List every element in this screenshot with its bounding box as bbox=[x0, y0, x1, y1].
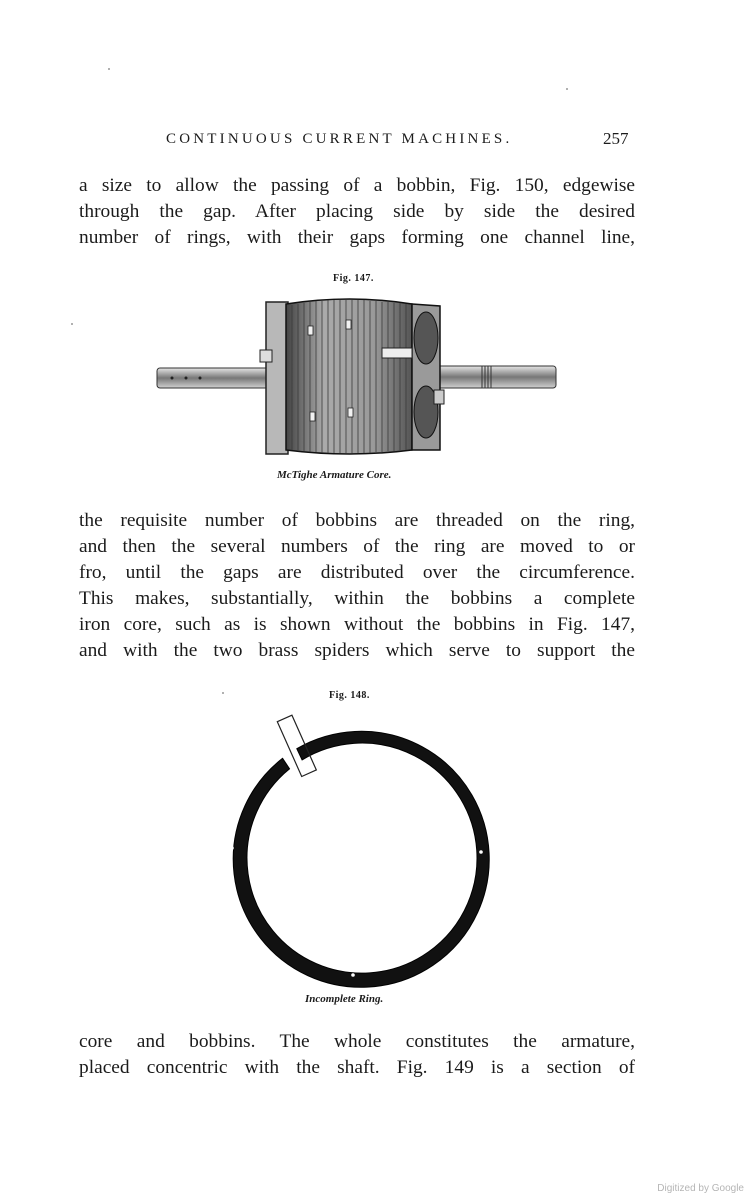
text-line: the requisite number of bobbins are threaded on the ring, bbox=[79, 510, 635, 531]
scan-speck bbox=[108, 68, 110, 70]
scan-speck bbox=[222, 692, 224, 694]
text-line: iron core, such as is shown without the bobbins in Fig. 147, bbox=[79, 614, 635, 635]
scan-speck bbox=[71, 323, 73, 325]
incomplete-ring-illustration bbox=[210, 706, 500, 996]
running-title: CONTINUOUS CURRENT MACHINES. bbox=[166, 131, 513, 147]
text-line: and then the several numbers of the ring are moved to or bbox=[79, 536, 635, 557]
text-line: through the gap. After placing side by side the desired bbox=[79, 201, 635, 222]
text-line: This makes, substantially, within the bobbins a complete bbox=[79, 588, 635, 609]
text-line: a size to allow the passing of a bobbin, Fig. 150, edgewise bbox=[79, 175, 635, 196]
figure-147-label: Fig. 147. bbox=[333, 273, 374, 284]
paragraph-2 bbox=[79, 508, 635, 664]
text-line: number of rings, with their gaps forming one channel line, bbox=[79, 227, 635, 248]
page-number: 257 bbox=[603, 129, 629, 148]
figure-148-label: Fig. 148. bbox=[329, 690, 370, 701]
paragraph-3 bbox=[79, 1029, 635, 1081]
armature-core-illustration bbox=[150, 290, 570, 460]
figure-148-caption: Incomplete Ring. bbox=[305, 993, 384, 1005]
text-line: and with the two brass spiders which serve to support the bbox=[79, 640, 635, 661]
text-line: core and bobbins. The whole constitutes the armature, bbox=[79, 1031, 635, 1052]
figure-147-caption: McTighe Armature Core. bbox=[277, 469, 392, 481]
text-line: placed concentric with the shaft. Fig. 149 is a section of bbox=[79, 1057, 635, 1078]
paragraph-1 bbox=[79, 173, 635, 251]
scan-speck bbox=[566, 88, 568, 90]
digitized-watermark: Digitized by Google bbox=[657, 1183, 744, 1194]
text-line: fro, until the gaps are distributed over the circumference. bbox=[79, 562, 635, 583]
